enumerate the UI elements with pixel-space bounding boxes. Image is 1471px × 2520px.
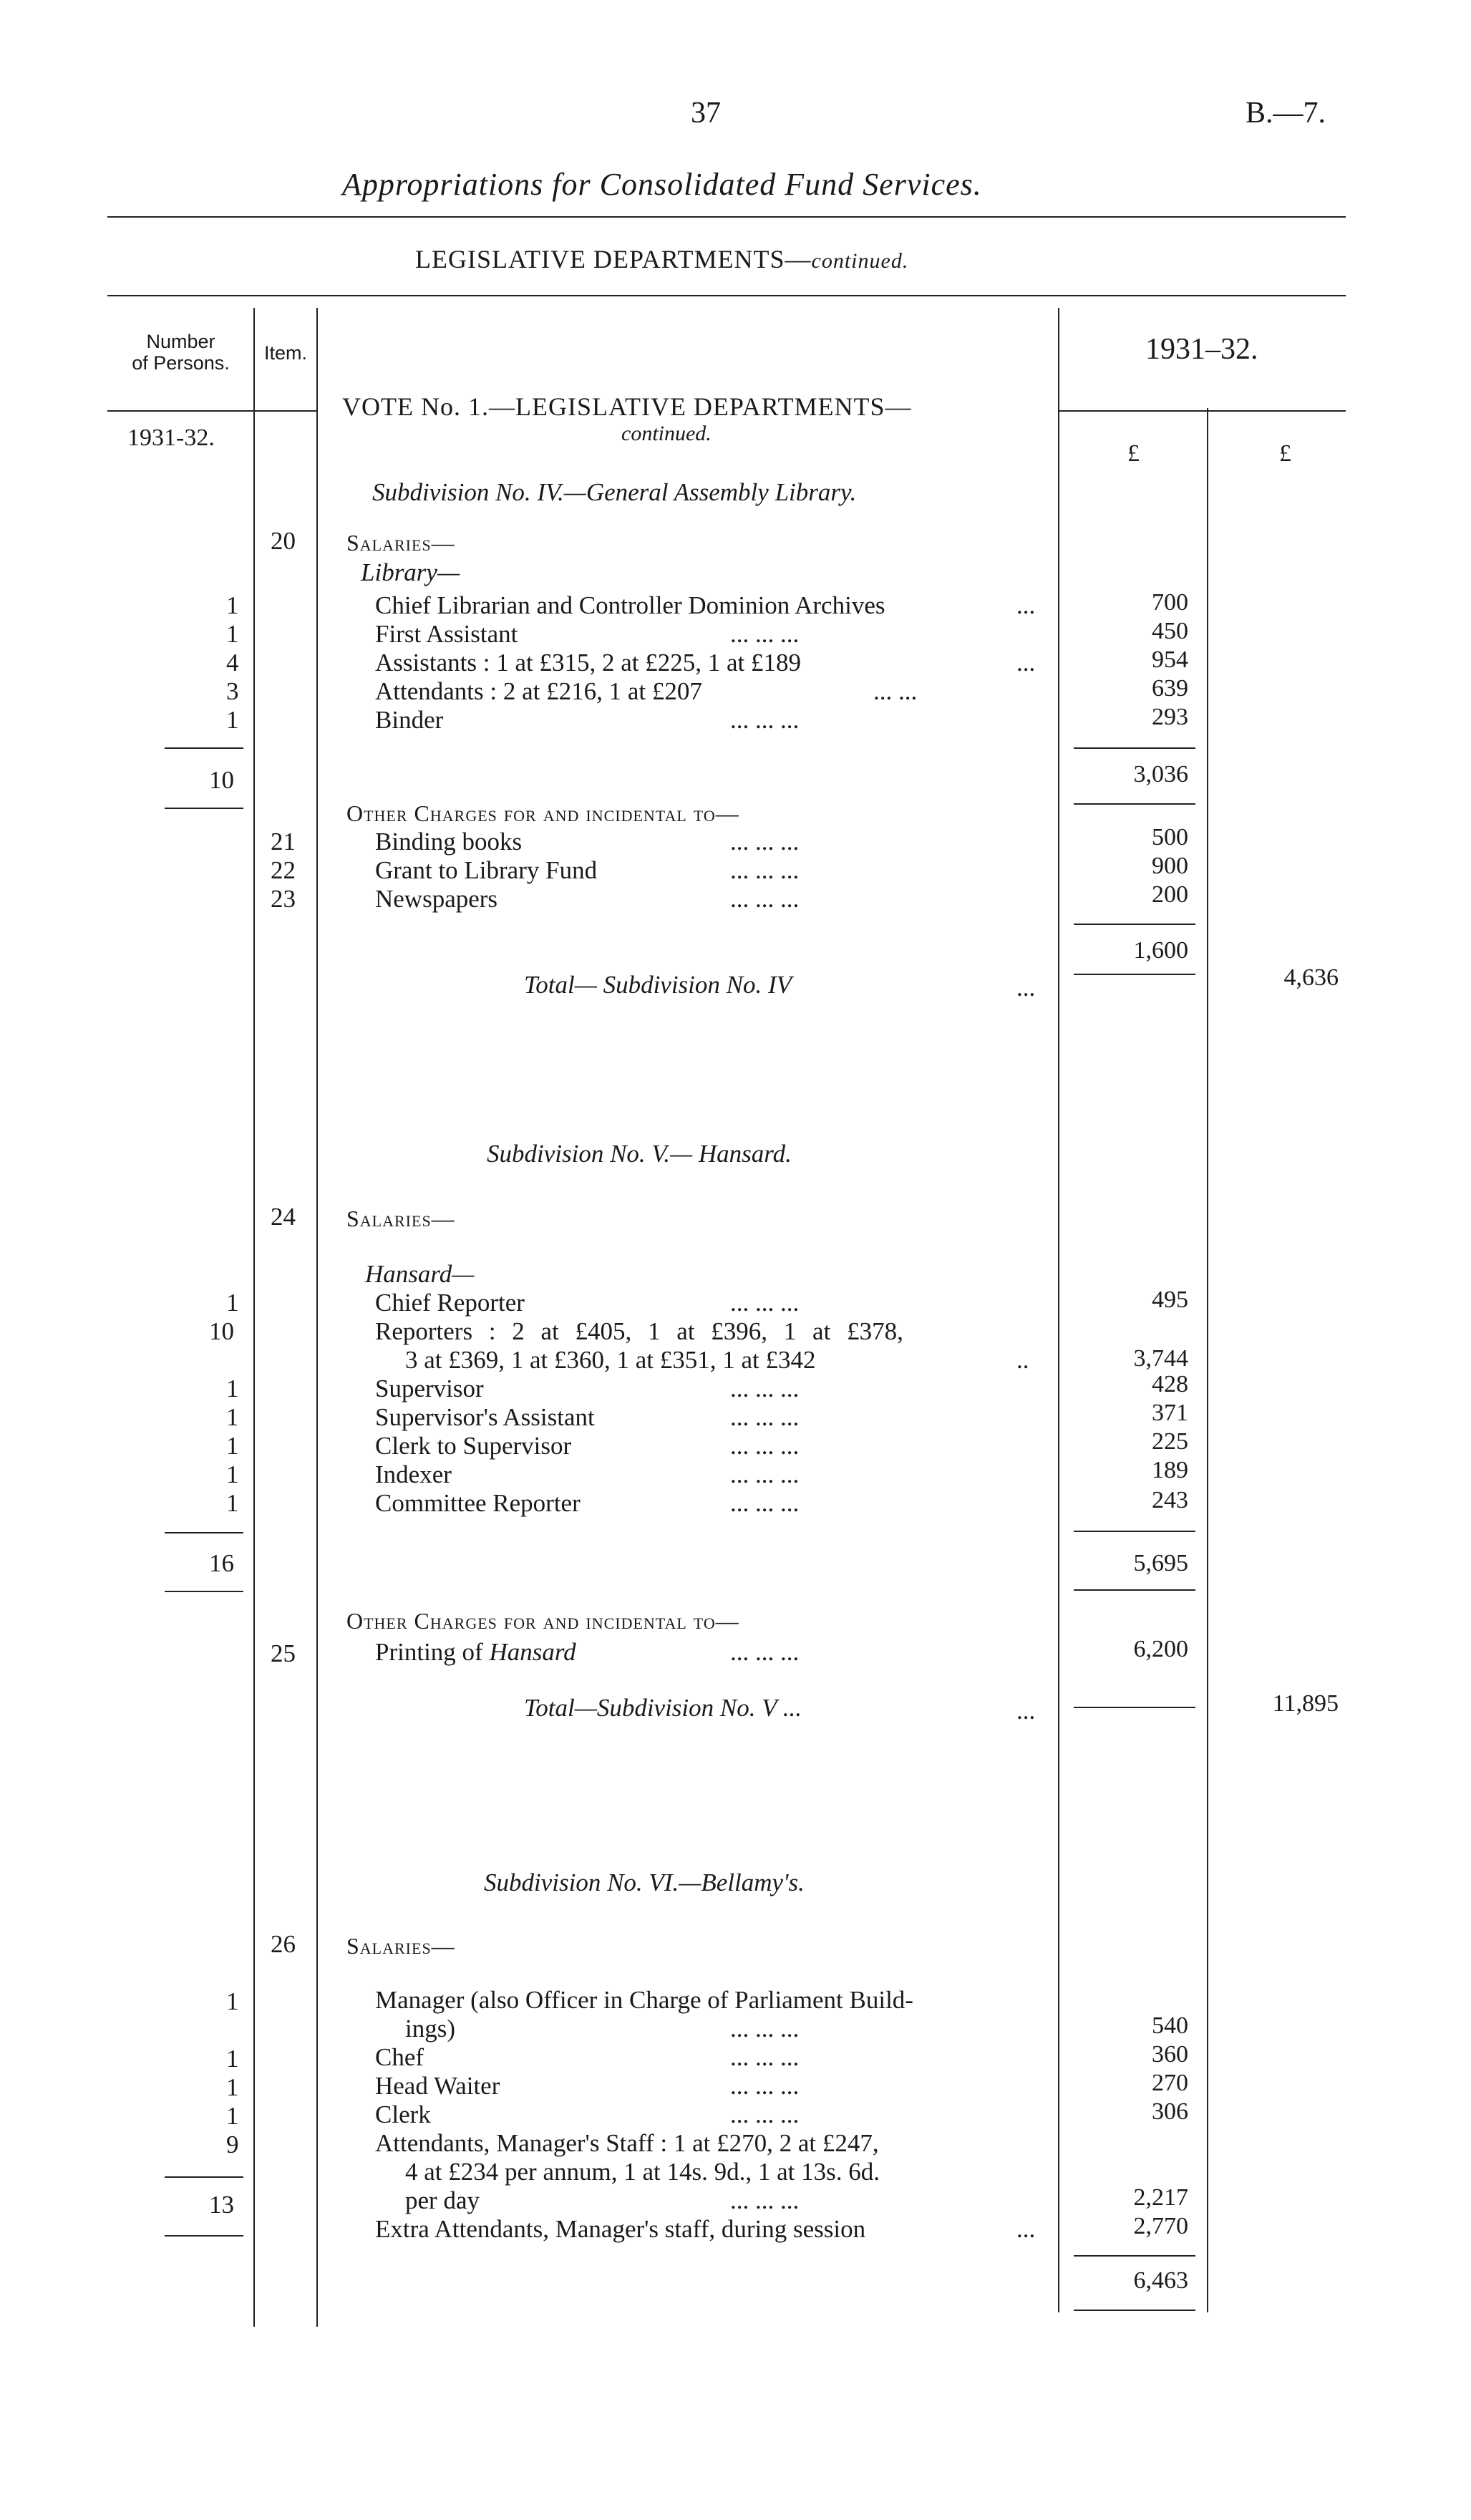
desc-cell: Indexer <box>375 1460 452 1488</box>
sub5-rule-c <box>1074 1589 1195 1591</box>
dots-cell: ... ... ... <box>730 2043 800 2071</box>
amount-cell: 954 <box>1152 646 1188 673</box>
dots-cell: ... ... ... <box>730 2186 800 2214</box>
page-number: 37 <box>691 97 721 130</box>
persons-cell: 13 <box>209 2191 234 2219</box>
persons-cell: 1 <box>226 1460 239 1488</box>
amount-cell: 270 <box>1152 2070 1188 2096</box>
sub4-salaries-rule <box>1074 747 1195 749</box>
sub5-item-salaries: 24 <box>271 1203 296 1231</box>
persons-cell: 1 <box>226 2102 239 2130</box>
persons-cell: 10 <box>209 1317 234 1345</box>
persons-cell: 1 <box>226 2045 239 2073</box>
sub5-salaries-label: Salaries— <box>346 1206 455 1231</box>
dots-cell: ... ... ... <box>730 2015 800 2042</box>
dots-cell: .. <box>1016 1346 1029 1374</box>
persons-cell: 3 <box>226 677 239 705</box>
sub4-total: 4,636 <box>1283 964 1339 991</box>
amount-cell: 2,217 <box>1133 2184 1188 2211</box>
dots-cell: ... ... ... <box>730 1375 800 1402</box>
sub4-rule-c <box>1074 803 1195 805</box>
sub4-total-dots: ... <box>1016 974 1036 1002</box>
item-cell: 22 <box>271 856 296 884</box>
sub5-salaries-total: 5,695 <box>1133 1550 1188 1576</box>
dots-cell: ... ... ... <box>730 1460 800 1488</box>
dots-cell: ... ... ... <box>730 2072 800 2100</box>
dots-cell: ... ... ... <box>730 620 800 648</box>
desc-cell: Chef <box>375 2043 424 2071</box>
col-line-amount1 <box>1058 308 1059 2312</box>
amount-cell: 371 <box>1152 1400 1188 1426</box>
desc-cell: Binding books <box>375 828 523 856</box>
dots-cell: ... ... ... <box>730 1638 800 1666</box>
desc-cell: 4 at £234 per annum, 1 at 14s. 9d., 1 at 13s. 6d. <box>405 2158 880 2186</box>
desc-cell: Chief Reporter <box>375 1289 525 1317</box>
desc-cell: Attendants : 2 at £216, 1 at £207 <box>375 677 702 705</box>
page-title: Appropriations for Consolidated Fund Services. <box>342 167 982 202</box>
amount-cell: 3,744 <box>1133 1345 1188 1372</box>
dots-cell: ... ... ... <box>730 828 800 856</box>
desc-cell: Clerk to Supervisor <box>375 1432 572 1460</box>
sub6-salaries-rule-b <box>1074 2310 1195 2311</box>
persons-cell: 9 <box>226 2131 239 2158</box>
dots-cell: ... ... <box>873 677 918 705</box>
persons-year: 1931-32. <box>127 425 215 451</box>
sub5-other-rule <box>1074 1707 1195 1708</box>
persons-cell: 1 <box>226 620 239 648</box>
dots-cell: ... ... ... <box>730 885 800 913</box>
col-line-amount2 <box>1207 408 1208 2312</box>
persons-cell: 1 <box>226 1432 239 1460</box>
sub5-heading: Subdivision No. V.— Hansard. <box>487 1140 792 1168</box>
dots-cell: ... ... ... <box>730 1489 800 1517</box>
desc-cell: ings) <box>405 2015 455 2042</box>
sub5-total-dots: ... <box>1016 1697 1036 1725</box>
sub4-persons-rule <box>165 747 243 749</box>
desc-cell: Assistants : 1 at £315, 2 at £225, 1 at £189 <box>375 649 801 677</box>
amount-cell: 293 <box>1152 704 1188 730</box>
sub5-persons-rule <box>165 1532 243 1533</box>
sub4-item-salaries: 20 <box>271 527 296 555</box>
dots-cell: ... <box>1016 591 1036 619</box>
sub4-heading: Subdivision No. IV.—General Assembly Library. <box>372 478 857 506</box>
amount-cell: 306 <box>1152 2098 1188 2125</box>
desc-cell <box>375 1638 576 1667</box>
sub4-group: Library— <box>361 558 460 586</box>
item-cell: 21 <box>271 828 296 856</box>
sub6-heading: Subdivision No. VI.—Bellamy's. <box>484 1869 805 1896</box>
amount-cell: 639 <box>1152 675 1188 702</box>
desc-cell: Supervisor <box>375 1375 484 1402</box>
persons-cell: 1 <box>226 1403 239 1431</box>
item-cell: 25 <box>271 1639 296 1667</box>
desc-cell: Reporters : 2 at £405, 1 at £396, 1 at £378, <box>375 1317 903 1345</box>
sub4-persons-total: 10 <box>209 766 234 794</box>
desc-cell: per day <box>405 2186 480 2214</box>
sub4-salaries-label: Salaries— <box>346 530 455 556</box>
desc-cell: Extra Attendants, Manager's staff, during session <box>375 2215 866 2243</box>
sub5-group: Hansard— <box>365 1260 475 1288</box>
desc-cell: Committee Reporter <box>375 1489 581 1517</box>
amount-cell: 2,770 <box>1133 2213 1188 2239</box>
header-rule-right <box>1058 410 1346 412</box>
pound-sign-1: £ <box>1127 440 1140 467</box>
sub4-other-rule <box>1074 924 1195 925</box>
desc-cell: Newspapers <box>375 885 498 913</box>
amount-cell: 450 <box>1152 618 1188 644</box>
persons-cell: 1 <box>226 1375 239 1402</box>
desc-text: Printing of <box>375 1638 483 1666</box>
desc-cell: 3 at £369, 1 at £360, 1 at £351, 1 at £342 <box>405 1346 816 1374</box>
col-line-persons <box>253 308 255 2327</box>
persons-cell: 1 <box>226 591 239 619</box>
sub6-salaries-total: 6,463 <box>1133 2267 1188 2294</box>
dots-cell: ... ... ... <box>730 1289 800 1317</box>
amount-cell: 495 <box>1152 1286 1188 1313</box>
amount-cell: 189 <box>1152 1457 1188 1483</box>
sub5-salaries-rule <box>1074 1531 1195 1532</box>
dots-cell: ... <box>1016 2215 1036 2243</box>
sub5-persons-total: 16 <box>209 1549 234 1577</box>
document-ref: B.—7. <box>1246 97 1326 130</box>
sub4-other-rule-b <box>1074 974 1195 975</box>
persons-cell: 1 <box>226 1987 239 2015</box>
persons-cell: 1 <box>226 1289 239 1317</box>
desc-cell: Chief Librarian and Controller Dominion Archives <box>375 591 885 619</box>
amount-cell: 700 <box>1152 589 1188 616</box>
title-rule <box>107 216 1346 218</box>
persons-header-line2: of Persons. <box>132 352 230 374</box>
sub6-persons-rule-a <box>165 2176 243 2178</box>
dots-cell: ... ... ... <box>730 856 800 884</box>
sub5-total: 11,895 <box>1272 1690 1339 1717</box>
sub4-salaries-total: 3,036 <box>1133 761 1188 788</box>
sub6-salaries-label: Salaries— <box>346 1933 455 1959</box>
sub6-salaries-rule <box>1074 2255 1195 2257</box>
sub4-other-heading: Other Charges for and incidental to— <box>346 800 739 826</box>
persons-cell: 1 <box>226 2073 239 2101</box>
section-heading-text: LEGISLATIVE DEPARTMENTS— <box>415 245 812 273</box>
persons-cell: 1 <box>226 1489 239 1517</box>
item-header: Item. <box>263 342 307 364</box>
amount-cell: 428 <box>1152 1371 1188 1397</box>
dots-cell: ... ... ... <box>730 1432 800 1460</box>
dots-cell: ... ... ... <box>730 2100 800 2128</box>
sub4-rule-b <box>165 808 243 809</box>
sub5-other-heading: Other Charges for and incidental to— <box>346 1608 739 1634</box>
sub5-rule-b <box>165 1591 243 1592</box>
amount-cell: 225 <box>1152 1428 1188 1455</box>
desc-cell: Manager (also Officer in Charge of Parliament Build- <box>375 1986 913 2014</box>
year-header: 1931–32. <box>1145 333 1258 366</box>
desc-cell: Head Waiter <box>375 2072 500 2100</box>
sub6-persons-rule-b <box>165 2235 243 2236</box>
vote-title: VOTE No. 1.—LEGISLATIVE DEPARTMENTS— <box>342 392 912 421</box>
section-heading <box>415 245 908 276</box>
desc-cell: Binder <box>375 706 444 734</box>
amount-cell: 900 <box>1152 853 1188 879</box>
amount-cell: 540 <box>1152 2012 1188 2039</box>
vote-title-cont: continued. <box>621 422 712 445</box>
header-rule-left <box>107 410 316 412</box>
sub4-total-label: Total— Subdivision No. IV <box>524 971 792 999</box>
item-cell: 23 <box>271 885 296 913</box>
sub5-total-label: Total—Subdivision No. V ... <box>524 1694 802 1722</box>
dots-cell: ... ... ... <box>730 1403 800 1431</box>
amount-cell: 500 <box>1152 824 1188 850</box>
desc-cell: Grant to Library Fund <box>375 856 598 884</box>
section-heading-cont: continued. <box>811 249 909 273</box>
desc-cell: Attendants, Manager's Staff : 1 at £270, 2 at £247, <box>375 2129 879 2157</box>
persons-header-line1: Number <box>146 331 215 352</box>
persons-cell: 1 <box>226 706 239 734</box>
dots-cell: ... ... ... <box>730 706 800 734</box>
amount-cell: 200 <box>1152 881 1188 908</box>
section-rule <box>107 295 1346 296</box>
desc-text-italic: Hansard <box>489 1638 576 1666</box>
sub6-item-salaries: 26 <box>271 1930 296 1958</box>
desc-cell: Supervisor's Assistant <box>375 1403 595 1431</box>
desc-cell: First Assistant <box>375 620 518 648</box>
persons-cell: 4 <box>226 649 239 677</box>
amount-cell: 6,200 <box>1133 1636 1188 1662</box>
col-line-item <box>316 308 318 2327</box>
persons-header <box>111 331 251 374</box>
dots-cell: ... <box>1016 649 1036 677</box>
amount-cell: 243 <box>1152 1487 1188 1513</box>
sub4-other-total: 1,600 <box>1133 937 1188 964</box>
amount-cell: 360 <box>1152 2041 1188 2068</box>
desc-cell: Clerk <box>375 2100 431 2128</box>
pound-sign-2: £ <box>1279 440 1291 467</box>
